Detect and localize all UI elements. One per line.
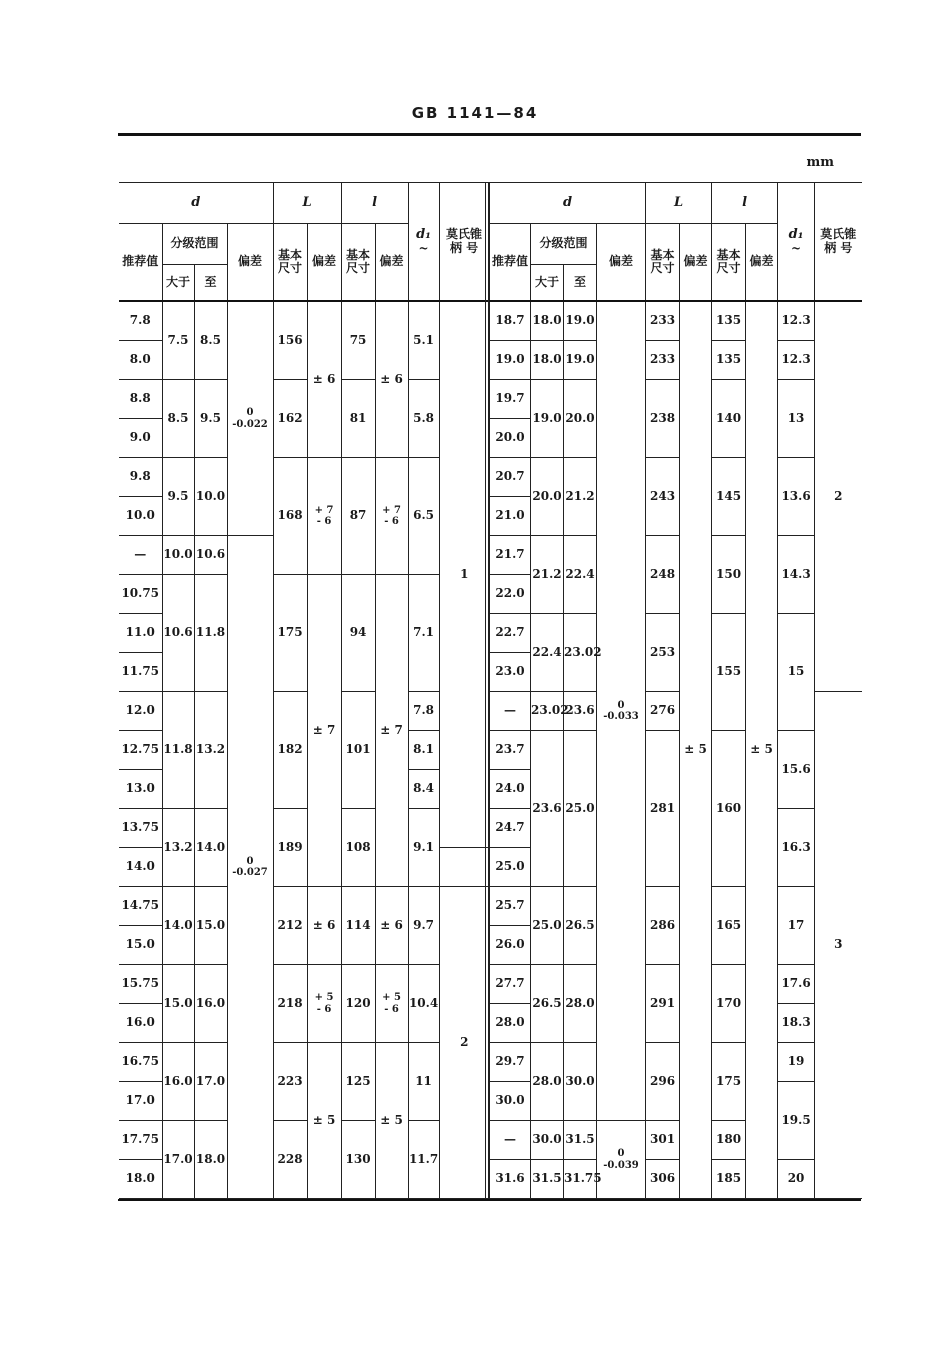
- rec-cell: 10.0: [119, 497, 162, 536]
- grade-upto: 26.5: [564, 887, 597, 965]
- d1-cell: 7.8: [408, 692, 439, 731]
- rec-cell: 8.8: [119, 380, 162, 419]
- d1-cell: 6.5: [408, 458, 439, 575]
- d1-cell: 14.3: [778, 536, 815, 614]
- L-basic: 238: [646, 380, 680, 458]
- l-basic: 94: [341, 575, 375, 692]
- page-title: GB 1141—84: [411, 104, 539, 122]
- L-dev: ± 6: [307, 887, 341, 965]
- rec-cell: 18.0: [119, 1160, 162, 1199]
- grade-upto: 23.6: [564, 692, 597, 731]
- header-recommended: 推荐值: [119, 224, 162, 302]
- grade-upto: 8.5: [194, 301, 227, 380]
- L-basic: 301: [646, 1121, 680, 1160]
- header-grade-range: 分级范围: [531, 224, 597, 265]
- grade-over: 25.0: [531, 887, 564, 965]
- l-basic: 101: [341, 692, 375, 809]
- grade-upto: 19.0: [564, 301, 597, 341]
- morse-cell: 3: [815, 692, 862, 1199]
- L-basic: 253: [646, 614, 680, 692]
- L-dev: ± 6: [307, 301, 341, 458]
- l-basic: 185: [712, 1160, 746, 1199]
- L-dev: ± 5: [307, 1043, 341, 1199]
- l-basic: 160: [712, 731, 746, 887]
- rec-cell: 21.7: [490, 536, 531, 575]
- grade-over: 26.5: [531, 965, 564, 1043]
- grade-upto: 19.0: [564, 341, 597, 380]
- header-over: 大于: [531, 265, 564, 302]
- L-basic: 286: [646, 887, 680, 965]
- d1-cell: 19.5: [778, 1082, 815, 1160]
- L-basic: 162: [273, 380, 307, 458]
- rec-cell: 22.7: [490, 614, 531, 653]
- l-basic: 145: [712, 458, 746, 536]
- l-basic: 140: [712, 380, 746, 458]
- dev-d: 0 -0.022: [227, 301, 273, 536]
- L-basic: 156: [273, 301, 307, 380]
- L-dev: ± 5: [680, 301, 712, 1199]
- L-basic: 233: [646, 341, 680, 380]
- grade-over: 31.5: [531, 1160, 564, 1199]
- grade-over: 21.2: [531, 536, 564, 614]
- l-basic: 180: [712, 1121, 746, 1160]
- grade-upto: 17.0: [194, 1043, 227, 1121]
- header-recommended: 推荐值: [490, 224, 531, 302]
- header-L-dev: 偏差: [680, 224, 712, 302]
- rec-cell: 19.7: [490, 380, 531, 419]
- header-deviation: 偏差: [597, 224, 646, 302]
- header-l-basic: 基本 尺寸: [712, 224, 746, 302]
- d1-cell: 12.3: [778, 341, 815, 380]
- rec-cell: 19.0: [490, 341, 531, 380]
- l-dev: ± 5: [375, 1043, 408, 1199]
- rec-cell: 20.7: [490, 458, 531, 497]
- grade-over: 16.0: [162, 1043, 194, 1121]
- header-upto: 至: [194, 265, 227, 302]
- header-L-basic: 基本 尺寸: [646, 224, 680, 302]
- grade-over: 30.0: [531, 1121, 564, 1160]
- L-basic: 291: [646, 965, 680, 1043]
- grade-upto: 22.4: [564, 536, 597, 614]
- l-dev: ± 6: [375, 301, 408, 458]
- rec-cell: 12.75: [119, 731, 162, 770]
- grade-over: 18.0: [531, 301, 564, 341]
- rec-cell: 27.7: [490, 965, 531, 1004]
- rec-cell: 28.0: [490, 1004, 531, 1043]
- header-grade-range: 分级范围: [162, 224, 227, 265]
- grade-over: 8.5: [162, 380, 194, 458]
- l-basic: 165: [712, 887, 746, 965]
- l-basic: 170: [712, 965, 746, 1043]
- grade-over: 28.0: [531, 1043, 564, 1121]
- rec-cell: 9.0: [119, 419, 162, 458]
- rec-cell: 8.0: [119, 341, 162, 380]
- grade-over: 23.02: [531, 692, 564, 731]
- L-basic: 306: [646, 1160, 680, 1199]
- grade-upto: 31.75: [564, 1160, 597, 1199]
- l-basic: 81: [341, 380, 375, 458]
- grade-upto: 21.2: [564, 458, 597, 536]
- L-basic: 296: [646, 1043, 680, 1121]
- header-morse: 莫氏锥 柄 号: [815, 183, 862, 302]
- left-table: [119, 182, 490, 1199]
- header-deviation: 偏差: [227, 224, 273, 302]
- grade-upto: 10.0: [194, 458, 227, 536]
- d1-cell: 8.1: [408, 731, 439, 770]
- header-L: L: [273, 183, 341, 224]
- L-basic: 243: [646, 458, 680, 536]
- d1-cell: 12.3: [778, 301, 815, 341]
- d1-cell: 20: [778, 1160, 815, 1199]
- rec-cell: —: [119, 536, 162, 575]
- header-upto: 至: [564, 265, 597, 302]
- rec-cell: 29.7: [490, 1043, 531, 1082]
- grade-over: 13.2: [162, 809, 194, 887]
- rec-cell: 7.8: [119, 301, 162, 341]
- d1-cell: 16.3: [778, 809, 815, 887]
- L-basic: 168: [273, 458, 307, 575]
- rec-cell: 13.0: [119, 770, 162, 809]
- L-basic: 281: [646, 731, 680, 887]
- l-dev: ± 5: [746, 301, 778, 1199]
- header-L: L: [646, 183, 712, 224]
- rec-cell: 30.0: [490, 1082, 531, 1121]
- l-dev: ± 6: [375, 887, 408, 965]
- rec-cell: 11.75: [119, 653, 162, 692]
- grade-upto: 11.8: [194, 575, 227, 692]
- rec-cell: 23.7: [490, 731, 531, 770]
- morse-cell: 2: [815, 301, 862, 692]
- l-basic: 114: [341, 887, 375, 965]
- L-dev: ± 7: [307, 575, 341, 887]
- header-l-dev: 偏差: [746, 224, 778, 302]
- L-dev: + 5 - 6: [307, 965, 341, 1043]
- l-dev: ± 7: [375, 575, 408, 887]
- l-basic: 130: [341, 1121, 375, 1199]
- d1-cell: 5.8: [408, 380, 439, 458]
- d1-cell: 15: [778, 614, 815, 731]
- d1-cell: 19: [778, 1043, 815, 1082]
- l-basic: 75: [341, 301, 375, 380]
- grade-over: 17.0: [162, 1121, 194, 1199]
- l-basic: 125: [341, 1043, 375, 1121]
- rec-cell: —: [490, 1121, 531, 1160]
- rec-cell: 20.0: [490, 419, 531, 458]
- d1-cell: 13.6: [778, 458, 815, 536]
- header-d1: d₁ ~: [408, 183, 439, 302]
- header-d: d: [119, 183, 273, 224]
- d1-cell: 11: [408, 1043, 439, 1121]
- L-basic: 189: [273, 809, 307, 887]
- d1-cell: 10.4: [408, 965, 439, 1043]
- bottom-rule: [118, 1199, 861, 1201]
- L-basic: 218: [273, 965, 307, 1043]
- L-basic: 276: [646, 692, 680, 731]
- d1-cell: 17: [778, 887, 815, 965]
- header-l-dev: 偏差: [375, 224, 408, 302]
- rec-cell: 26.0: [490, 926, 531, 965]
- header-morse: 莫氏锥 柄 号: [439, 183, 489, 302]
- rec-cell: 14.75: [119, 887, 162, 926]
- rec-cell: —: [490, 692, 531, 731]
- d1-cell: 13: [778, 380, 815, 458]
- L-basic: 233: [646, 301, 680, 341]
- rec-cell: 9.8: [119, 458, 162, 497]
- L-basic: 175: [273, 575, 307, 692]
- L-basic: 228: [273, 1121, 307, 1199]
- l-dev: + 7 - 6: [375, 458, 408, 575]
- rec-cell: 31.6: [490, 1160, 531, 1199]
- grade-upto: 9.5: [194, 380, 227, 458]
- l-basic: 120: [341, 965, 375, 1043]
- d1-cell: 9.7: [408, 887, 439, 965]
- top-rule: [118, 133, 861, 136]
- grade-over: 19.0: [531, 380, 564, 458]
- rec-cell: 15.75: [119, 965, 162, 1004]
- grade-upto: 14.0: [194, 809, 227, 887]
- l-basic: 135: [712, 301, 746, 341]
- rec-cell: 10.75: [119, 575, 162, 614]
- grade-upto: 10.6: [194, 536, 227, 575]
- dev-d: 0 -0.039: [597, 1121, 646, 1199]
- l-basic: 175: [712, 1043, 746, 1121]
- L-dev: + 7 - 6: [307, 458, 341, 575]
- rec-cell: 22.0: [490, 575, 531, 614]
- grade-over: 9.5: [162, 458, 194, 536]
- header-l: l: [341, 183, 408, 224]
- rec-cell: 17.0: [119, 1082, 162, 1121]
- l-basic: 108: [341, 809, 375, 887]
- rec-cell: 21.0: [490, 497, 531, 536]
- rec-cell: 24.0: [490, 770, 531, 809]
- rec-cell: 15.0: [119, 926, 162, 965]
- l-basic: 155: [712, 614, 746, 731]
- L-basic: 212: [273, 887, 307, 965]
- rec-cell: 25.0: [490, 848, 531, 887]
- d1-cell: 15.6: [778, 731, 815, 809]
- d1-cell: 17.6: [778, 965, 815, 1004]
- header-d: d: [490, 183, 646, 224]
- grade-over: 20.0: [531, 458, 564, 536]
- l-basic: 87: [341, 458, 375, 575]
- right-table: [489, 182, 862, 1199]
- rec-cell: 17.75: [119, 1121, 162, 1160]
- rec-cell: 23.0: [490, 653, 531, 692]
- l-dev: + 5 - 6: [375, 965, 408, 1043]
- grade-over: 18.0: [531, 341, 564, 380]
- dev-d: 0 -0.027: [227, 536, 273, 1199]
- grade-upto: 25.0: [564, 731, 597, 887]
- grade-over: 10.6: [162, 575, 194, 692]
- grade-upto: 20.0: [564, 380, 597, 458]
- header-d1: d₁ ~: [778, 183, 815, 302]
- rec-cell: 25.7: [490, 887, 531, 926]
- grade-over: 15.0: [162, 965, 194, 1043]
- grade-over: 7.5: [162, 301, 194, 380]
- unit-label: mm: [806, 155, 834, 170]
- dev-d: 0 -0.033: [597, 301, 646, 1121]
- d1-cell: 11.7: [408, 1121, 439, 1199]
- header-l: l: [712, 183, 778, 224]
- rec-cell: 11.0: [119, 614, 162, 653]
- grade-upto: 13.2: [194, 692, 227, 809]
- L-basic: 182: [273, 692, 307, 809]
- rec-cell: 18.7: [490, 301, 531, 341]
- d1-cell: 9.1: [408, 809, 439, 887]
- rec-cell: 16.0: [119, 1004, 162, 1043]
- rec-cell: 13.75: [119, 809, 162, 848]
- header-l-basic: 基本 尺寸: [341, 224, 375, 302]
- L-basic: 248: [646, 536, 680, 614]
- grade-upto: 18.0: [194, 1121, 227, 1199]
- d1-cell: 8.4: [408, 770, 439, 809]
- grade-over: 23.6: [531, 731, 564, 887]
- l-basic: 135: [712, 341, 746, 380]
- grade-upto: 30.0: [564, 1043, 597, 1121]
- grade-upto: 15.0: [194, 887, 227, 965]
- L-basic: 223: [273, 1043, 307, 1121]
- morse-cell: 1: [439, 301, 489, 848]
- l-basic: 150: [712, 536, 746, 614]
- header-L-dev: 偏差: [307, 224, 341, 302]
- header-over: 大于: [162, 265, 194, 302]
- grade-over: 11.8: [162, 692, 194, 809]
- grade-over: 22.4: [531, 614, 564, 692]
- rec-cell: 12.0: [119, 692, 162, 731]
- rec-cell: 14.0: [119, 848, 162, 887]
- grade-over: 10.0: [162, 536, 194, 575]
- morse-cell: 2: [439, 887, 489, 1199]
- header-L-basic: 基本 尺寸: [273, 224, 307, 302]
- grade-over: 14.0: [162, 887, 194, 965]
- rec-cell: 24.7: [490, 809, 531, 848]
- d1-cell: 7.1: [408, 575, 439, 692]
- d1-cell: 18.3: [778, 1004, 815, 1043]
- rec-cell: 16.75: [119, 1043, 162, 1082]
- grade-upto: 28.0: [564, 965, 597, 1043]
- d1-cell: 5.1: [408, 301, 439, 380]
- grade-upto: 16.0: [194, 965, 227, 1043]
- grade-upto: 23.02: [564, 614, 597, 692]
- grade-upto: 31.5: [564, 1121, 597, 1160]
